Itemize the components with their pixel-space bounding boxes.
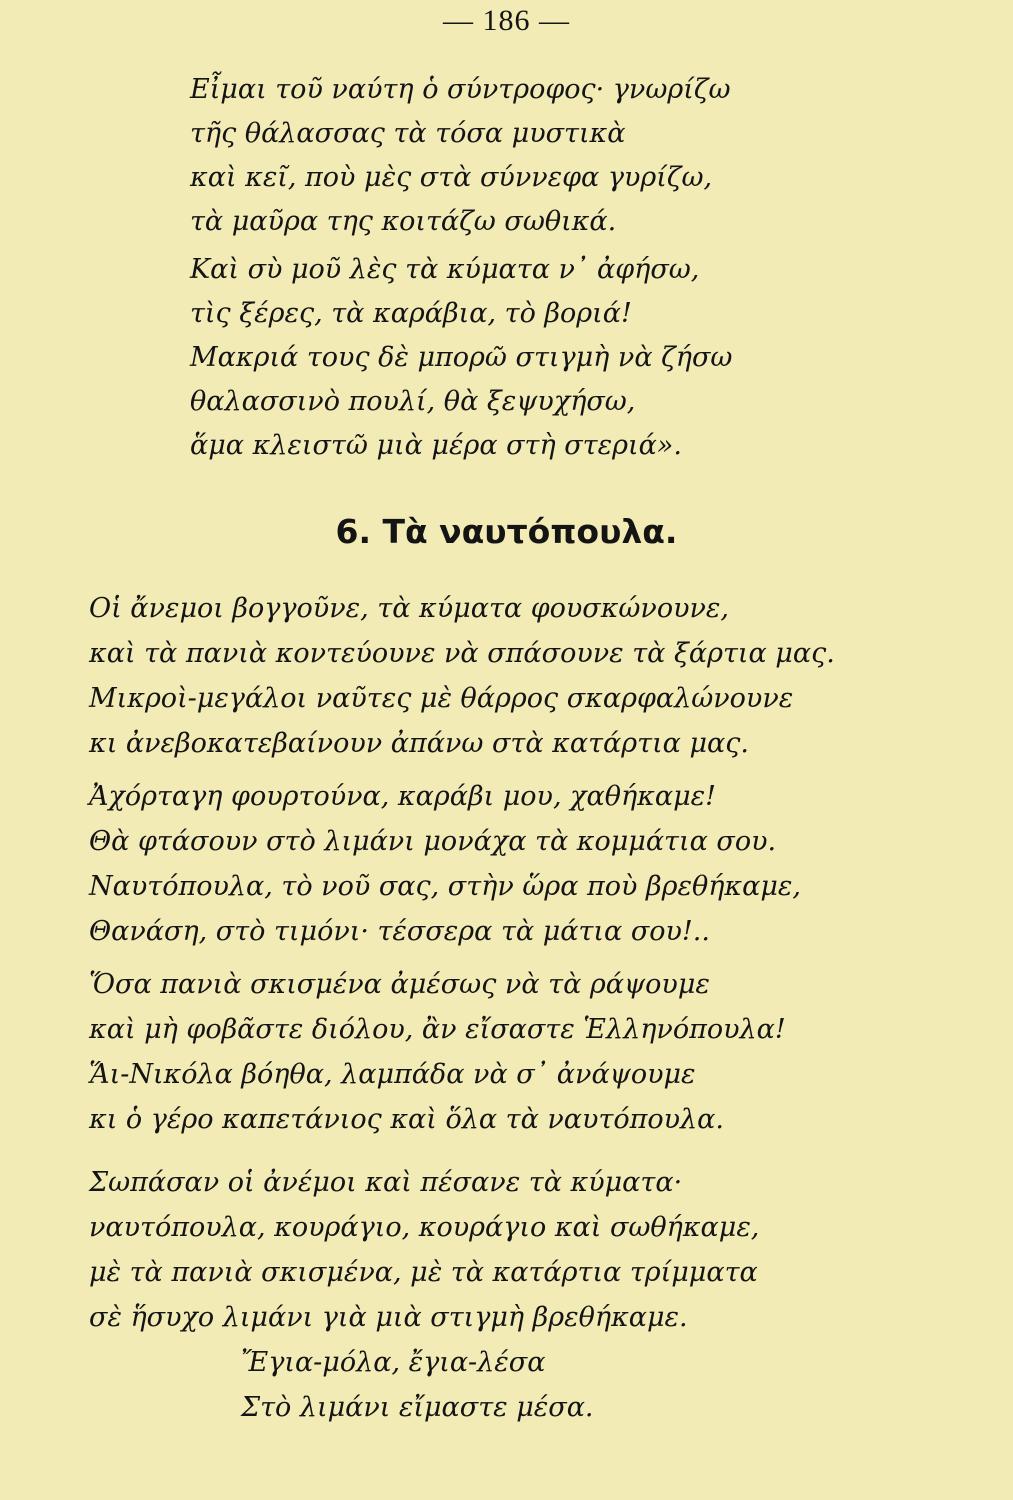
page-number: — 186 — bbox=[443, 4, 570, 37]
verse-line: Θανάση, στὸ τιμόνι· τέσσερα τὰ μάτια σου!.. bbox=[89, 916, 710, 947]
verse-line: ναυτόπουλα, κουράγιο, κουράγιο καὶ σωθήκαμε, bbox=[89, 1212, 760, 1243]
stanza bbox=[89, 586, 835, 766]
verse-line: καὶ τὰ πανιὰ κοντεύουνε νὰ σπάσουνε τὰ ξάρτια μας. bbox=[89, 638, 835, 669]
verse-line: Μικροὶ-μεγάλοι ναῦτες μὲ θάρρος σκαρφαλώνουνε bbox=[89, 683, 794, 714]
stanza bbox=[89, 1160, 759, 1430]
verse-line: τὰ μαῦρα της κοιτάζω σωθικά. bbox=[190, 206, 617, 237]
verse-line: τῆς θάλασσας τὰ τόσα μυστικὰ bbox=[190, 118, 626, 149]
verse-line: ἅμα κλειστῶ μιὰ μέρα στὴ στεριά». bbox=[190, 430, 682, 461]
verse-line: Ἅι-Νικόλα βόηθα, λαμπάδα νὰ σ᾿ ἀνάψουμε bbox=[89, 1059, 696, 1090]
verse-line: θαλασσινὸ πουλί, θὰ ξεψυχήσω, bbox=[190, 386, 636, 417]
verse-line: καὶ κεῖ, ποὺ μὲς στὰ σύννεφα γυρίζω, bbox=[190, 162, 713, 193]
verse-line: κι ἀνεβοκατεβαίνουν ἀπάνω στὰ κατάρτια μας. bbox=[89, 728, 749, 759]
verse-line: Σωπάσαν οἱ ἀνέμοι καὶ πέσανε τὰ κύματα· bbox=[89, 1167, 683, 1198]
stanza bbox=[89, 774, 801, 954]
verse-line: τὶς ξέρες, τὰ καράβια, τὸ βοριά! bbox=[190, 298, 632, 329]
refrain-line: Ἔγια-μόλα, ἔγια-λέσα bbox=[241, 1347, 546, 1378]
verse-line: Οἱ ἄνεμοι βογγοῦνε, τὰ κύματα φουσκώνουνε, bbox=[89, 593, 729, 624]
verse-line: Θὰ φτάσουν στὸ λιμάνι μονάχα τὰ κομμάτια σου. bbox=[89, 826, 777, 857]
verse-line: σὲ ἥσυχο λιμάνι γιὰ μιὰ στιγμὴ βρεθήκαμε. bbox=[89, 1302, 688, 1333]
verse-line: Ὅσα πανιὰ σκισμένα ἀμέσως νὰ τὰ ράψουμε bbox=[89, 969, 710, 1000]
stanza bbox=[190, 248, 732, 468]
stanza bbox=[89, 962, 786, 1142]
refrain-line: Στὸ λιμάνι εἴμαστε μέσα. bbox=[241, 1392, 594, 1423]
verse-line: Ναυτόπουλα, τὸ νοῦ σας, στὴν ὥρα ποὺ βρεθήκαμε, bbox=[89, 871, 801, 902]
verse-line: Καὶ σὺ μοῦ λὲς τὰ κύματα ν᾿ ἀφήσω, bbox=[190, 254, 700, 285]
verse-line: Ἀχόρταγη φουρτούνα, καράβι μου, χαθήκαμε! bbox=[89, 781, 716, 812]
verse-line: κι ὁ γέρο καπετάνιος καὶ ὅλα τὰ ναυτόπουλα. bbox=[89, 1104, 724, 1135]
verse-line: καὶ μὴ φοβᾶστε διόλου, ἂν εἴσαστε Ἑλληνόπουλα! bbox=[89, 1014, 786, 1045]
section-title: 6. Τὰ ναυτόπουλα. bbox=[335, 512, 678, 551]
verse-line: μὲ τὰ πανιὰ σκισμένα, μὲ τὰ κατάρτια τρίμματα bbox=[89, 1257, 758, 1288]
verse-line: Μακριά τους δὲ μπορῶ στιγμὴ νὰ ζήσω bbox=[190, 342, 733, 373]
stanza bbox=[190, 68, 730, 244]
verse-line: Εἶμαι τοῦ ναύτη ὁ σύντροφος· γνωρίζω bbox=[190, 74, 731, 105]
